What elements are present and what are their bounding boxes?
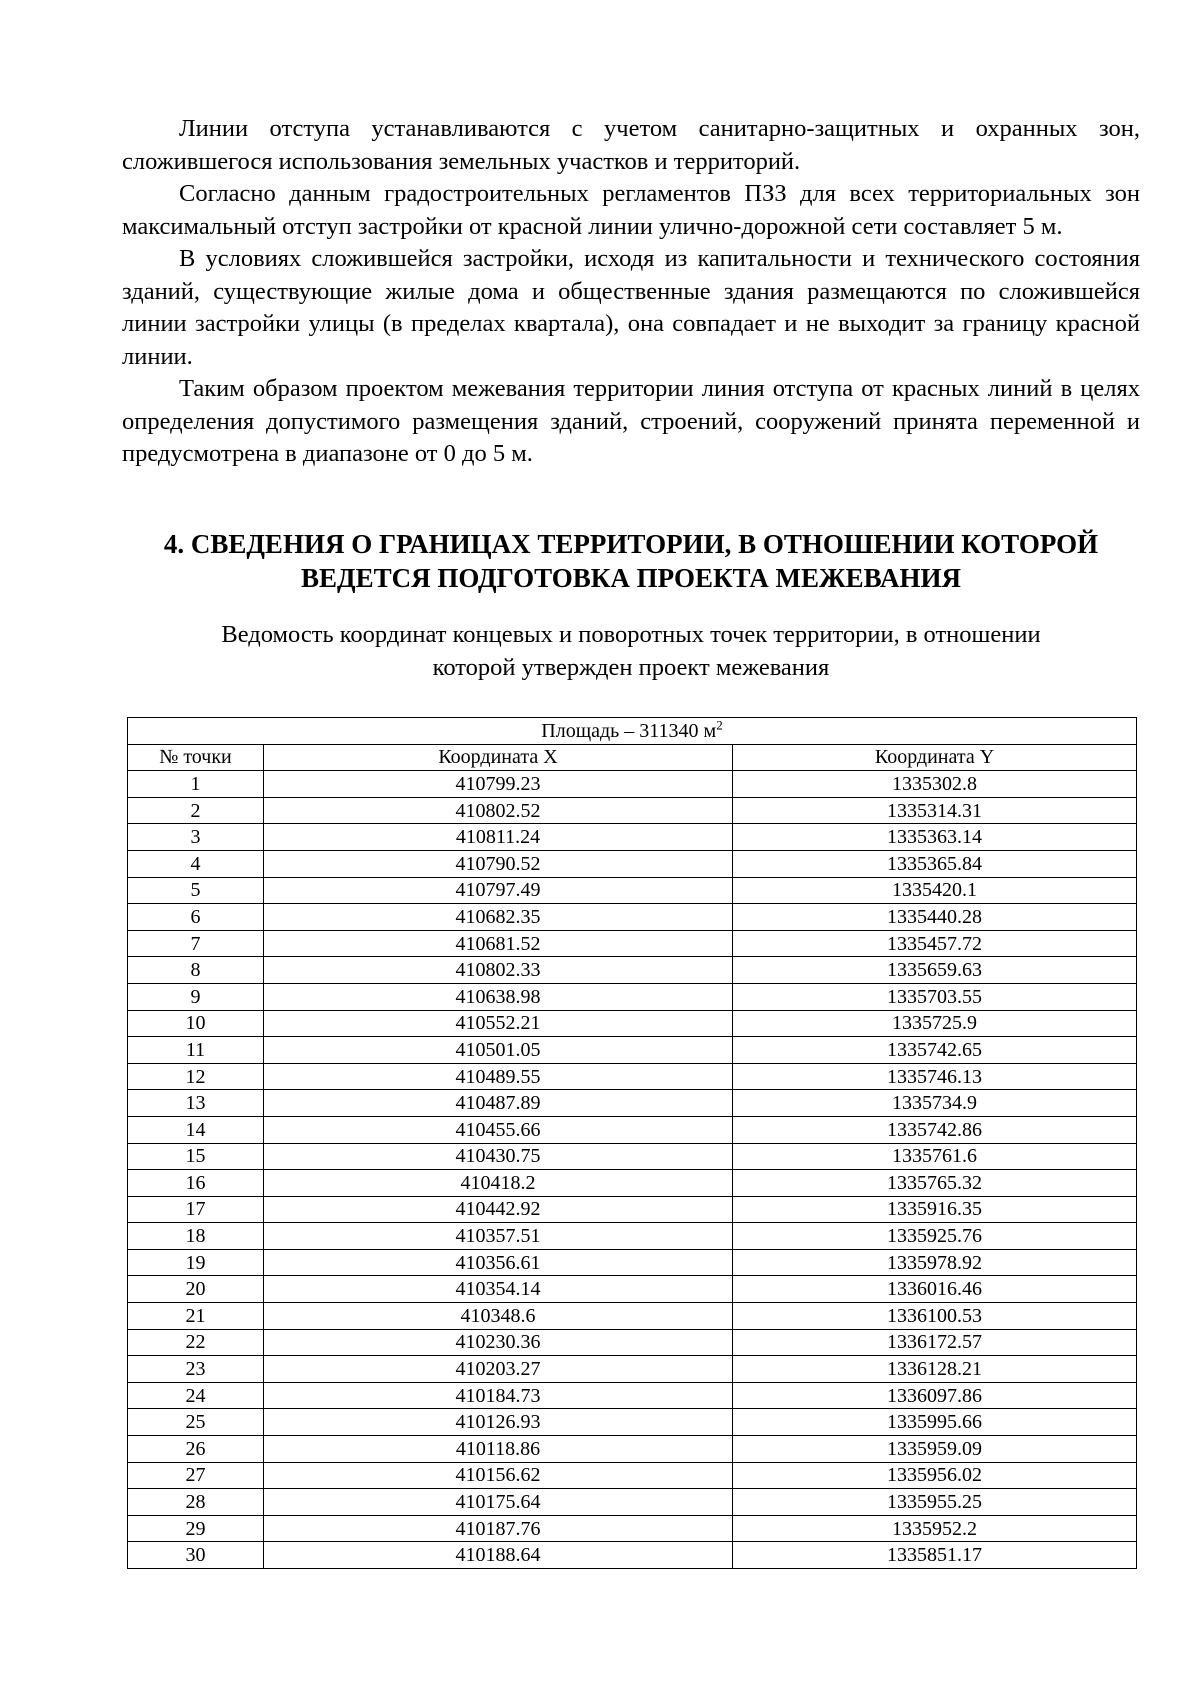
point-number-cell: 18: [128, 1223, 264, 1250]
coordinate-x-cell: 410357.51: [264, 1223, 733, 1250]
point-number-cell: 26: [128, 1436, 264, 1463]
table-row: [128, 1382, 1137, 1409]
table-row: [128, 1223, 1137, 1250]
table-caption-line: Ведомость координат концевых и поворотных точек территории, в отношении: [221, 621, 1041, 648]
coordinate-y-cell: 1335659.63: [733, 957, 1137, 984]
table-row: [128, 1196, 1137, 1223]
coordinate-x-cell: 410442.92: [264, 1196, 733, 1223]
coordinate-x-cell: 410184.73: [264, 1382, 733, 1409]
coordinate-x-cell: 410418.2: [264, 1170, 733, 1197]
coordinate-x-cell: 410797.49: [264, 877, 733, 904]
coordinate-y-cell: 1336100.53: [733, 1303, 1137, 1330]
table-row: [128, 1170, 1137, 1197]
coordinate-y-cell: 1336097.86: [733, 1382, 1137, 1409]
coordinate-y-cell: 1335956.02: [733, 1462, 1137, 1489]
point-number-cell: 10: [128, 1010, 264, 1037]
coordinate-y-cell: 1335851.17: [733, 1542, 1137, 1569]
point-number-cell: 11: [128, 1037, 264, 1064]
coordinate-x-cell: 410126.93: [264, 1409, 733, 1436]
table-row: [128, 877, 1137, 904]
point-number-cell: 1: [128, 771, 264, 798]
table-row: [128, 1116, 1137, 1143]
coordinate-y-cell: 1336172.57: [733, 1329, 1137, 1356]
coordinate-x-cell: 410638.98: [264, 983, 733, 1010]
coordinates-table: [127, 717, 1137, 1569]
area-unit-superscript: 2: [716, 717, 723, 733]
coordinate-y-cell: 1335955.25: [733, 1489, 1137, 1516]
table-row: [128, 1515, 1137, 1542]
table-row: [128, 983, 1137, 1010]
coordinate-y-cell: 1335363.14: [733, 824, 1137, 851]
table-row: [128, 904, 1137, 931]
coordinate-x-cell: 410188.64: [264, 1542, 733, 1569]
point-number-cell: 30: [128, 1542, 264, 1569]
coordinate-x-cell: 410348.6: [264, 1303, 733, 1330]
coordinate-x-cell: 410118.86: [264, 1436, 733, 1463]
coordinate-y-cell: 1335703.55: [733, 983, 1137, 1010]
point-number-cell: 8: [128, 957, 264, 984]
paragraph: Линии отступа устанавливаются с учетом санитарно-защитных и охранных зон, сложившегося использования земельных участков и территорий.: [122, 115, 1140, 175]
coordinate-y-cell: 1335440.28: [733, 904, 1137, 931]
table-row: [128, 1356, 1137, 1383]
coordinate-y-cell: 1335725.9: [733, 1010, 1137, 1037]
coordinate-y-cell: 1335314.31: [733, 797, 1137, 824]
point-number-cell: 14: [128, 1116, 264, 1143]
body-text: [122, 113, 1140, 471]
coordinate-x-cell: 410230.36: [264, 1329, 733, 1356]
coordinate-x-cell: 410682.35: [264, 904, 733, 931]
point-number-cell: 13: [128, 1090, 264, 1117]
table-row: [128, 771, 1137, 798]
coordinate-y-cell: 1335978.92: [733, 1249, 1137, 1276]
table-caption: [122, 618, 1140, 684]
coordinate-x-cell: 410681.52: [264, 930, 733, 957]
section-heading: [122, 527, 1140, 595]
coordinate-y-cell: 1336128.21: [733, 1356, 1137, 1383]
coordinate-x-cell: 410203.27: [264, 1356, 733, 1383]
paragraph: В условиях сложившейся застройки, исходя из капитальности и технического состояния зданий, существующие жилые дома и общественные здания размещаются по сложившейся линии застройки улицы (в пределах квартала), она совпадает и не выходит за границу красной линии.: [122, 245, 1140, 370]
coordinate-x-cell: 410430.75: [264, 1143, 733, 1170]
section-heading-line: ВЕДЕТСЯ ПОДГОТОВКА ПРОЕКТА МЕЖЕВАНИЯ: [301, 563, 961, 593]
section-heading-line: 4. СВЕДЕНИЯ О ГРАНИЦАХ ТЕРРИТОРИИ, В ОТНОШЕНИИ КОТОРОЙ: [163, 529, 1099, 559]
coordinate-y-cell: 1335365.84: [733, 850, 1137, 877]
point-number-cell: 3: [128, 824, 264, 851]
point-number-cell: 29: [128, 1515, 264, 1542]
coordinate-x-cell: 410455.66: [264, 1116, 733, 1143]
coordinate-x-cell: 410175.64: [264, 1489, 733, 1516]
table-row: [128, 1276, 1137, 1303]
table-row: [128, 1329, 1137, 1356]
table-row: [128, 1303, 1137, 1330]
coordinate-x-cell: 410501.05: [264, 1037, 733, 1064]
header-row: [128, 744, 1137, 771]
point-number-cell: 22: [128, 1329, 264, 1356]
table-row: [128, 1436, 1137, 1463]
table-caption-line: которой утвержден проект межевания: [432, 654, 830, 681]
point-number-cell: 6: [128, 904, 264, 931]
point-number-cell: 23: [128, 1356, 264, 1383]
header-coordinate-y: Координата Y: [733, 744, 1137, 771]
header-point-number: № точки: [128, 744, 264, 771]
coordinate-x-cell: 410802.33: [264, 957, 733, 984]
coordinate-y-cell: 1335457.72: [733, 930, 1137, 957]
table-row: [128, 957, 1137, 984]
point-number-cell: 9: [128, 983, 264, 1010]
point-number-cell: 21: [128, 1303, 264, 1330]
point-number-cell: 28: [128, 1489, 264, 1516]
point-number-cell: 25: [128, 1409, 264, 1436]
point-number-cell: 2: [128, 797, 264, 824]
coordinate-x-cell: 410799.23: [264, 771, 733, 798]
coordinate-x-cell: 410487.89: [264, 1090, 733, 1117]
table-row: [128, 1037, 1137, 1064]
coordinate-x-cell: 410156.62: [264, 1462, 733, 1489]
coordinate-x-cell: 410354.14: [264, 1276, 733, 1303]
table-row: [128, 1489, 1137, 1516]
coordinate-x-cell: 410552.21: [264, 1010, 733, 1037]
area-row: [128, 718, 1137, 745]
coordinate-y-cell: 1335761.6: [733, 1143, 1137, 1170]
table-row: [128, 1249, 1137, 1276]
area-cell: [128, 718, 1137, 745]
coordinate-x-cell: 410811.24: [264, 824, 733, 851]
coordinate-y-cell: 1335916.35: [733, 1196, 1137, 1223]
table-row: [128, 1143, 1137, 1170]
point-number-cell: 27: [128, 1462, 264, 1489]
coordinate-y-cell: 1335302.8: [733, 771, 1137, 798]
area-label: Площадь – 311340 м: [541, 719, 717, 742]
coordinate-y-cell: 1335742.86: [733, 1116, 1137, 1143]
table-row: [128, 1462, 1137, 1489]
coordinate-y-cell: 1335746.13: [733, 1063, 1137, 1090]
point-number-cell: 12: [128, 1063, 264, 1090]
coordinate-x-cell: 410802.52: [264, 797, 733, 824]
point-number-cell: 24: [128, 1382, 264, 1409]
coordinate-y-cell: 1335925.76: [733, 1223, 1137, 1250]
point-number-cell: 19: [128, 1249, 264, 1276]
coordinate-y-cell: 1335959.09: [733, 1436, 1137, 1463]
table-row: [128, 1010, 1137, 1037]
table-row: [128, 1090, 1137, 1117]
table-row: [128, 1063, 1137, 1090]
point-number-cell: 17: [128, 1196, 264, 1223]
point-number-cell: 20: [128, 1276, 264, 1303]
coordinate-y-cell: 1335734.9: [733, 1090, 1137, 1117]
point-number-cell: 7: [128, 930, 264, 957]
table-body: [128, 771, 1137, 1569]
table-row: [128, 1542, 1137, 1569]
coordinate-x-cell: 410356.61: [264, 1249, 733, 1276]
point-number-cell: 5: [128, 877, 264, 904]
table-row: [128, 797, 1137, 824]
coordinate-y-cell: 1336016.46: [733, 1276, 1137, 1303]
paragraph: Таким образом проектом межевания территории линия отступа от красных линий в целях определения допустимого размещения зданий, строений, сооружений принята переменной и предусмотрена в диапазоне от 0 до 5 м.: [122, 375, 1140, 467]
table-row: [128, 1409, 1137, 1436]
point-number-cell: 16: [128, 1170, 264, 1197]
paragraph: Согласно данным градостроительных регламентов ПЗЗ для всех территориальных зон максимальный отступ застройки от красной линии улично-дорожной сети составляет 5 м.: [122, 180, 1140, 240]
coordinate-y-cell: 1335742.65: [733, 1037, 1137, 1064]
table-row: [128, 824, 1137, 851]
header-coordinate-x: Координата X: [264, 744, 733, 771]
coordinate-y-cell: 1335995.66: [733, 1409, 1137, 1436]
point-number-cell: 4: [128, 850, 264, 877]
coordinate-x-cell: 410790.52: [264, 850, 733, 877]
coordinate-y-cell: 1335420.1: [733, 877, 1137, 904]
coordinate-y-cell: 1335765.32: [733, 1170, 1137, 1197]
coordinate-x-cell: 410489.55: [264, 1063, 733, 1090]
table-row: [128, 850, 1137, 877]
table-row: [128, 930, 1137, 957]
coordinate-x-cell: 410187.76: [264, 1515, 733, 1542]
point-number-cell: 15: [128, 1143, 264, 1170]
coordinate-y-cell: 1335952.2: [733, 1515, 1137, 1542]
